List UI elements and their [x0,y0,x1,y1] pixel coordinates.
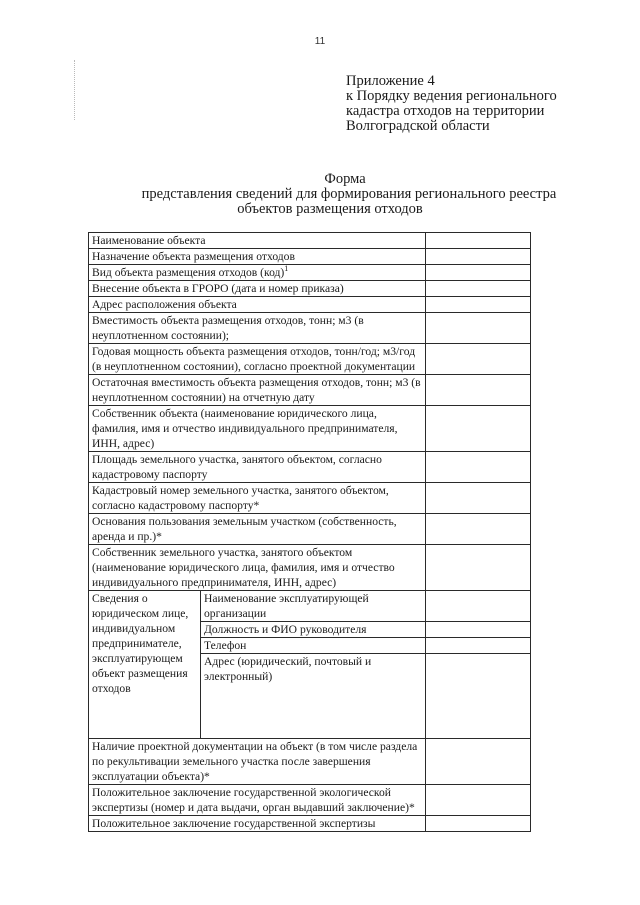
table-row [89,344,531,375]
appendix-line: Приложение 4 [346,73,435,89]
row-label-text: Годовая мощность объекта размещения отходов, тонн/год; м3/год (в неуплотненном состоянии), согласно проектной документации [92,345,416,373]
table-row [89,452,531,483]
row-label-text: Наименование объекта [92,234,206,247]
row-label-text: Собственник объекта (наименование юридического лица, фамилия, имя и отчество индивидуального предпринимателя, ИНН, адрес) [92,407,398,450]
row-label [89,452,426,483]
row-value-cell[interactable] [426,344,531,375]
row-label-text: Назначение объекта размещения отходов [92,250,295,263]
appendix-line: Волгоградской области [346,118,490,134]
row-label [89,344,426,375]
row-value-cell[interactable] [426,739,531,785]
form-heading: Форма [324,171,366,187]
row-value-cell[interactable] [426,265,531,281]
row-label-text: Вместимость объекта размещения отходов, тонн; м3 (в неуплотненном состоянии); [92,314,364,342]
operator-group-item: Наименование эксплуатирующей организации [201,591,426,622]
register-form-table [88,232,531,832]
table-row [89,375,531,406]
row-value-cell[interactable] [426,233,531,249]
row-label [89,785,426,816]
operator-group-item: Адрес (юридический, почтовый и электронный) [201,654,426,739]
table-row [89,545,531,591]
margin-marks [74,60,79,120]
table-row [89,483,531,514]
row-label [89,313,426,344]
row-value-cell[interactable] [426,483,531,514]
row-label-text: Наличие проектной документации на объект (в том числе раздела по рекультивации земельного участка после завершения эксплуатации объекта)* [92,740,418,783]
row-value-cell[interactable] [426,816,531,832]
row-label-text: Вид объекта размещения отходов (код) [92,266,285,279]
row-label-text: Кадастровый номер земельного участка, занятого объектом, согласно кадастровому паспорту* [92,484,389,512]
row-value-cell[interactable] [426,785,531,816]
table-row [89,265,531,281]
table-row [89,249,531,265]
page-number: 11 [314,36,326,47]
row-label-text: Остаточная вместимость объекта размещения отходов, тонн; м3 (в неуплотненном состоянии) на отчетную дату [92,376,421,404]
row-label [89,297,426,313]
row-value-cell[interactable] [426,297,531,313]
table-row [89,816,531,832]
table-row [89,406,531,452]
row-value-cell[interactable] [426,638,531,654]
form-title [0,172,640,217]
row-label [89,265,426,281]
row-value-cell[interactable] [426,452,531,483]
table-row [89,313,531,344]
table-row [89,591,531,622]
row-value-cell[interactable] [426,545,531,591]
operator-group-item: Должность и ФИО руководителя [201,622,426,638]
row-label-text: Основания пользования земельным участком (собственность, аренда и пр.)* [92,515,397,543]
appendix-line: к Порядку ведения регионального [346,88,557,104]
table-row [89,785,531,816]
row-label [89,406,426,452]
row-label [89,375,426,406]
appendix-line: кадастра отходов на территории [346,103,545,119]
row-value-cell[interactable] [426,249,531,265]
operator-group-item: Телефон [201,638,426,654]
row-label-text: Площадь земельного участка, занятого объектом, согласно кадастровому паспорту [92,453,382,481]
operator-group-label: Сведения о юридическом лице, индивидуальном предпринимателе, эксплуатирующем объект размещения отходов [89,591,201,739]
table-row [89,281,531,297]
appendix-note [346,74,616,134]
row-label [89,739,426,785]
row-label [89,545,426,591]
row-label-text: Собственник земельного участка, занятого объектом (наименование юридического лица, фамилия, имя и отчество индивидуального предпринимателя, ИНН, адрес) [92,546,395,589]
row-label [89,514,426,545]
row-label [89,816,426,832]
row-value-cell[interactable] [426,622,531,638]
form-subtitle-line1: представления сведений для формирования регионального реестра [141,186,557,202]
row-value-cell[interactable] [426,281,531,297]
row-value-cell[interactable] [426,375,531,406]
row-label [89,233,426,249]
table-row [89,514,531,545]
register-form-body [89,233,531,832]
row-value-cell[interactable] [426,313,531,344]
row-label [89,249,426,265]
table-row [89,739,531,785]
row-label-text: Внесение объекта в ГРОРО (дата и номер приказа) [92,282,344,295]
row-label-text: Положительное заключение государственной экологической экспертизы (номер и дата выдачи, орган выдавший заключение)* [92,786,415,814]
form-subtitle-line2: объектов размещения отходов [237,201,423,217]
table-row [89,297,531,313]
row-value-cell[interactable] [426,406,531,452]
row-value-cell[interactable] [426,654,531,739]
row-label [89,281,426,297]
footnote-marker: 1 [284,264,289,274]
table-row [89,233,531,249]
row-label-text: Адрес расположения объекта [92,298,237,311]
row-value-cell[interactable] [426,591,531,622]
row-label-text: Положительное заключение государственной экспертизы [92,817,376,830]
row-label [89,483,426,514]
row-value-cell[interactable] [426,514,531,545]
